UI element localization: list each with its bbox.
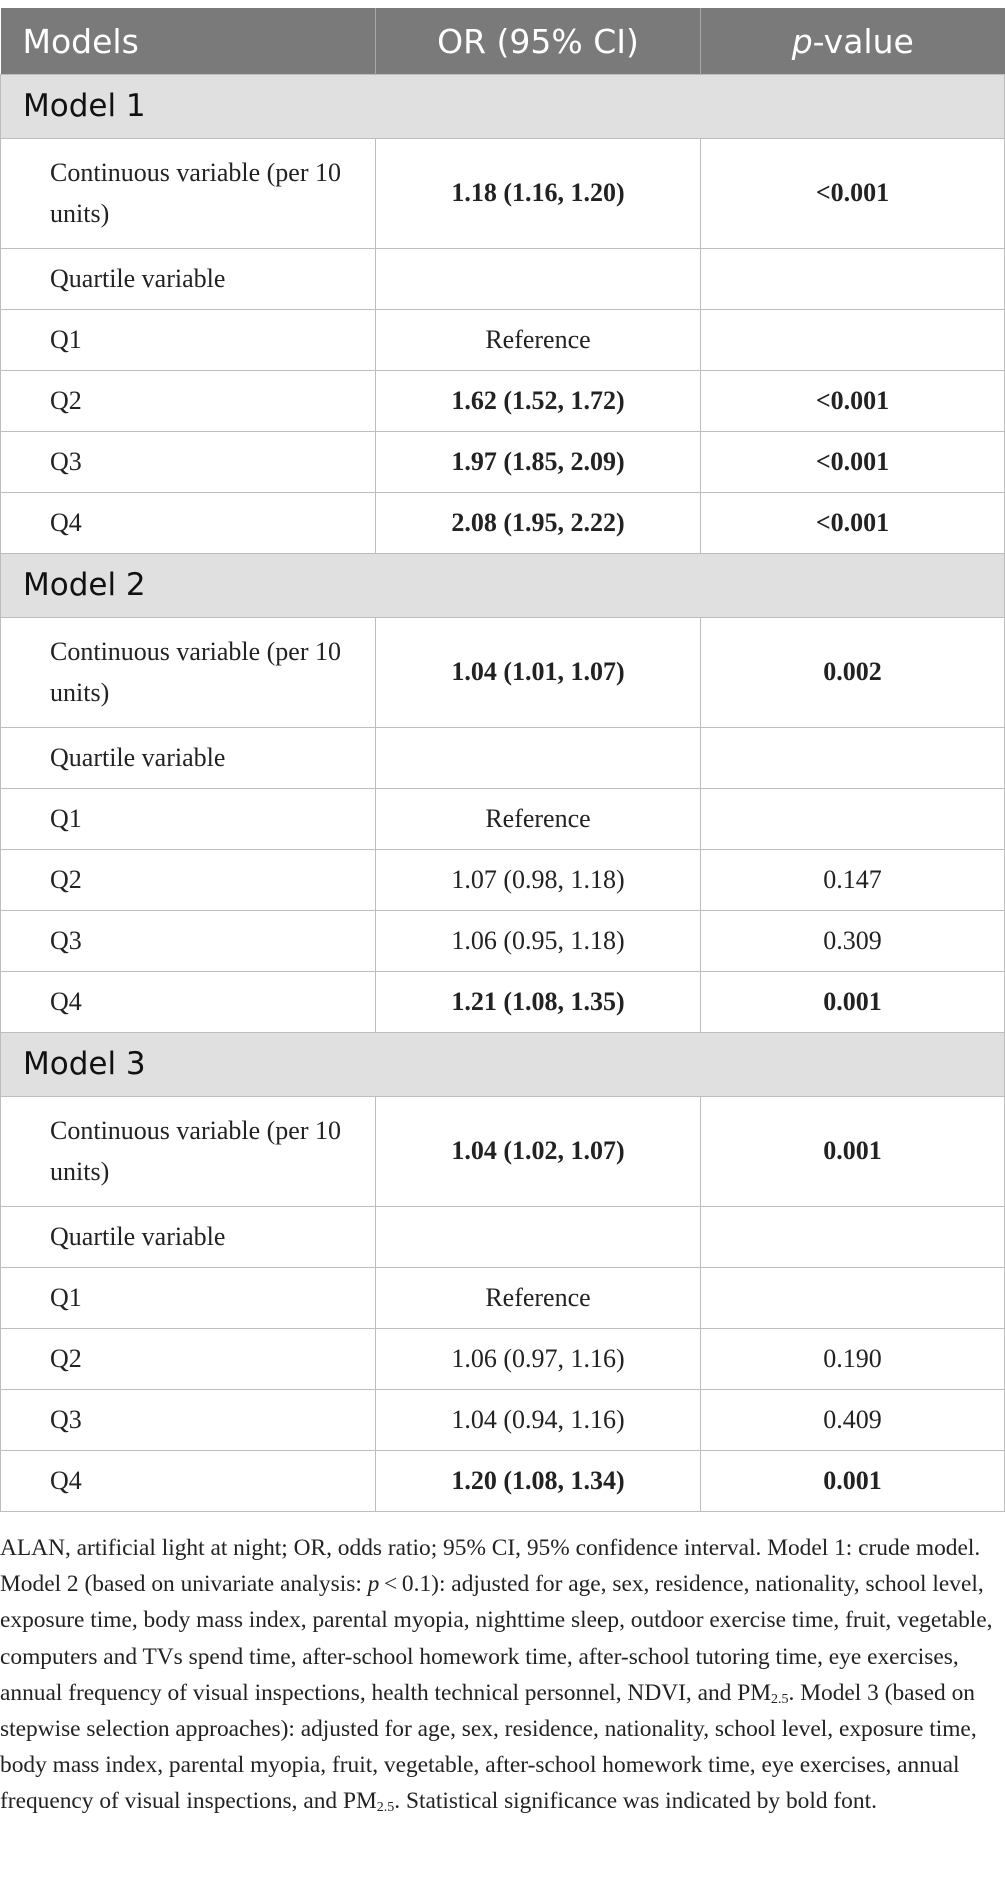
p-value-cell: 0.001 bbox=[701, 1097, 1005, 1207]
row-label-cell: Q3 bbox=[1, 1390, 376, 1451]
footnote-p-italic: p bbox=[367, 1571, 380, 1598]
table-row bbox=[1, 493, 1005, 554]
or-ci-cell: 1.04 (1.01, 1.07) bbox=[376, 618, 701, 728]
or-ci-cell: 1.06 (0.97, 1.16) bbox=[376, 1329, 701, 1390]
or-ci-cell: Reference bbox=[376, 310, 701, 371]
table-body bbox=[1, 75, 1005, 1512]
footnote-part-4: . Statistical significance was indicated by bold font. bbox=[394, 1788, 877, 1815]
footnote-subscript-1: 2.5 bbox=[771, 1691, 789, 1707]
model-header-row bbox=[1, 1033, 1005, 1097]
header-p-italic: p bbox=[791, 21, 813, 61]
p-value-cell bbox=[701, 249, 1005, 310]
row-label-cell: Q1 bbox=[1, 789, 376, 850]
table-row bbox=[1, 1390, 1005, 1451]
table-row bbox=[1, 1207, 1005, 1268]
header-p-value bbox=[701, 8, 1005, 75]
table-row bbox=[1, 1329, 1005, 1390]
or-ci-cell: 2.08 (1.95, 2.22) bbox=[376, 493, 701, 554]
or-ci-cell: 1.62 (1.52, 1.72) bbox=[376, 371, 701, 432]
p-value-cell bbox=[701, 310, 1005, 371]
row-label-cell: Q4 bbox=[1, 493, 376, 554]
row-label-cell: Q2 bbox=[1, 850, 376, 911]
p-value-cell: 0.002 bbox=[701, 618, 1005, 728]
table-row bbox=[1, 789, 1005, 850]
p-value-cell bbox=[701, 789, 1005, 850]
row-label-cell: Quartile variable bbox=[1, 249, 376, 310]
or-ci-cell: 1.04 (0.94, 1.16) bbox=[376, 1390, 701, 1451]
p-value-cell: 0.190 bbox=[701, 1329, 1005, 1390]
row-label-cell: Q2 bbox=[1, 1329, 376, 1390]
footnote-part-1: ALAN, artificial light at night; OR, odds ratio; 95% CI, 95% confidence interval. Model 1: crude model. Model 2 (based on univariate analysis: bbox=[0, 1535, 981, 1598]
table-row bbox=[1, 1268, 1005, 1329]
or-ci-cell: 1.07 (0.98, 1.18) bbox=[376, 850, 701, 911]
p-value-cell: 0.147 bbox=[701, 850, 1005, 911]
p-value-cell bbox=[701, 1207, 1005, 1268]
row-label-cell: Q3 bbox=[1, 432, 376, 493]
table-row bbox=[1, 310, 1005, 371]
p-value-cell: 0.001 bbox=[701, 972, 1005, 1033]
table-row bbox=[1, 139, 1005, 249]
model-title: Model 2 bbox=[1, 554, 1005, 618]
model-header-row bbox=[1, 75, 1005, 139]
or-ci-cell bbox=[376, 728, 701, 789]
model-header-row bbox=[1, 554, 1005, 618]
header-or: OR (95% CI) bbox=[376, 8, 701, 75]
p-value-cell bbox=[701, 1268, 1005, 1329]
or-ci-cell bbox=[376, 1207, 701, 1268]
footnote-subscript-2: 2.5 bbox=[376, 1800, 395, 1816]
or-ci-cell: Reference bbox=[376, 1268, 701, 1329]
table-row bbox=[1, 249, 1005, 310]
table-row bbox=[1, 1097, 1005, 1207]
table-row bbox=[1, 911, 1005, 972]
row-label-cell: Q2 bbox=[1, 371, 376, 432]
row-label-cell: Q4 bbox=[1, 972, 376, 1033]
table-row bbox=[1, 371, 1005, 432]
row-label-cell: Quartile variable bbox=[1, 728, 376, 789]
p-value-cell bbox=[701, 728, 1005, 789]
or-ci-cell: 1.20 (1.08, 1.34) bbox=[376, 1451, 701, 1512]
table-row bbox=[1, 850, 1005, 911]
header-p-suffix: -value bbox=[812, 21, 914, 61]
table-header bbox=[1, 8, 1005, 75]
or-ci-cell: Reference bbox=[376, 789, 701, 850]
row-label-cell: Q3 bbox=[1, 911, 376, 972]
or-ci-cell: 1.97 (1.85, 2.09) bbox=[376, 432, 701, 493]
row-label-cell: Continuous variable (per 10 units) bbox=[1, 1097, 376, 1207]
row-label-cell: Quartile variable bbox=[1, 1207, 376, 1268]
p-value-cell: 0.001 bbox=[701, 1451, 1005, 1512]
p-value-cell: <0.001 bbox=[701, 493, 1005, 554]
results-table-container bbox=[0, 8, 1004, 1512]
footnote-part-3: . Model 3 (based on stepwise selection approaches): adjusted for age, sex, residence, nationality, school level, exposure time, body mass index, parental myopia, fruit, vegetable, after-school homework time, eye exercises, annual frequency of visual inspections, and PM bbox=[0, 1679, 977, 1815]
row-label-cell: Continuous variable (per 10 units) bbox=[1, 139, 376, 249]
row-label-cell: Q1 bbox=[1, 1268, 376, 1329]
row-label-cell: Continuous variable (per 10 units) bbox=[1, 618, 376, 728]
table-row bbox=[1, 728, 1005, 789]
table-row bbox=[1, 618, 1005, 728]
or-ci-cell bbox=[376, 249, 701, 310]
or-ci-cell: 1.21 (1.08, 1.35) bbox=[376, 972, 701, 1033]
table-footnote bbox=[0, 1530, 1002, 1820]
or-ci-cell: 1.18 (1.16, 1.20) bbox=[376, 139, 701, 249]
model-title: Model 3 bbox=[1, 1033, 1005, 1097]
p-value-cell: <0.001 bbox=[701, 139, 1005, 249]
footnote-part-2: < 0.1): adjusted for age, sex, residence, nationality, school level, exposure time, body mass index, parental myopia, nighttime sleep, outdoor exercise time, fruit, vegetable, computers and TVs spend time, after-school homework time, after-school tutoring time, eye exercises, annual frequency of visual inspections, health technical personnel, NDVI, and PM bbox=[0, 1571, 993, 1706]
table-row bbox=[1, 1451, 1005, 1512]
header-models: Models bbox=[1, 8, 376, 75]
row-label-cell: Q4 bbox=[1, 1451, 376, 1512]
results-table bbox=[0, 8, 1005, 1512]
p-value-cell: 0.309 bbox=[701, 911, 1005, 972]
header-row bbox=[1, 8, 1005, 75]
model-title: Model 1 bbox=[1, 75, 1005, 139]
or-ci-cell: 1.06 (0.95, 1.18) bbox=[376, 911, 701, 972]
p-value-cell: <0.001 bbox=[701, 371, 1005, 432]
p-value-cell: <0.001 bbox=[701, 432, 1005, 493]
table-row bbox=[1, 432, 1005, 493]
row-label-cell: Q1 bbox=[1, 310, 376, 371]
or-ci-cell: 1.04 (1.02, 1.07) bbox=[376, 1097, 701, 1207]
table-row bbox=[1, 972, 1005, 1033]
p-value-cell: 0.409 bbox=[701, 1390, 1005, 1451]
